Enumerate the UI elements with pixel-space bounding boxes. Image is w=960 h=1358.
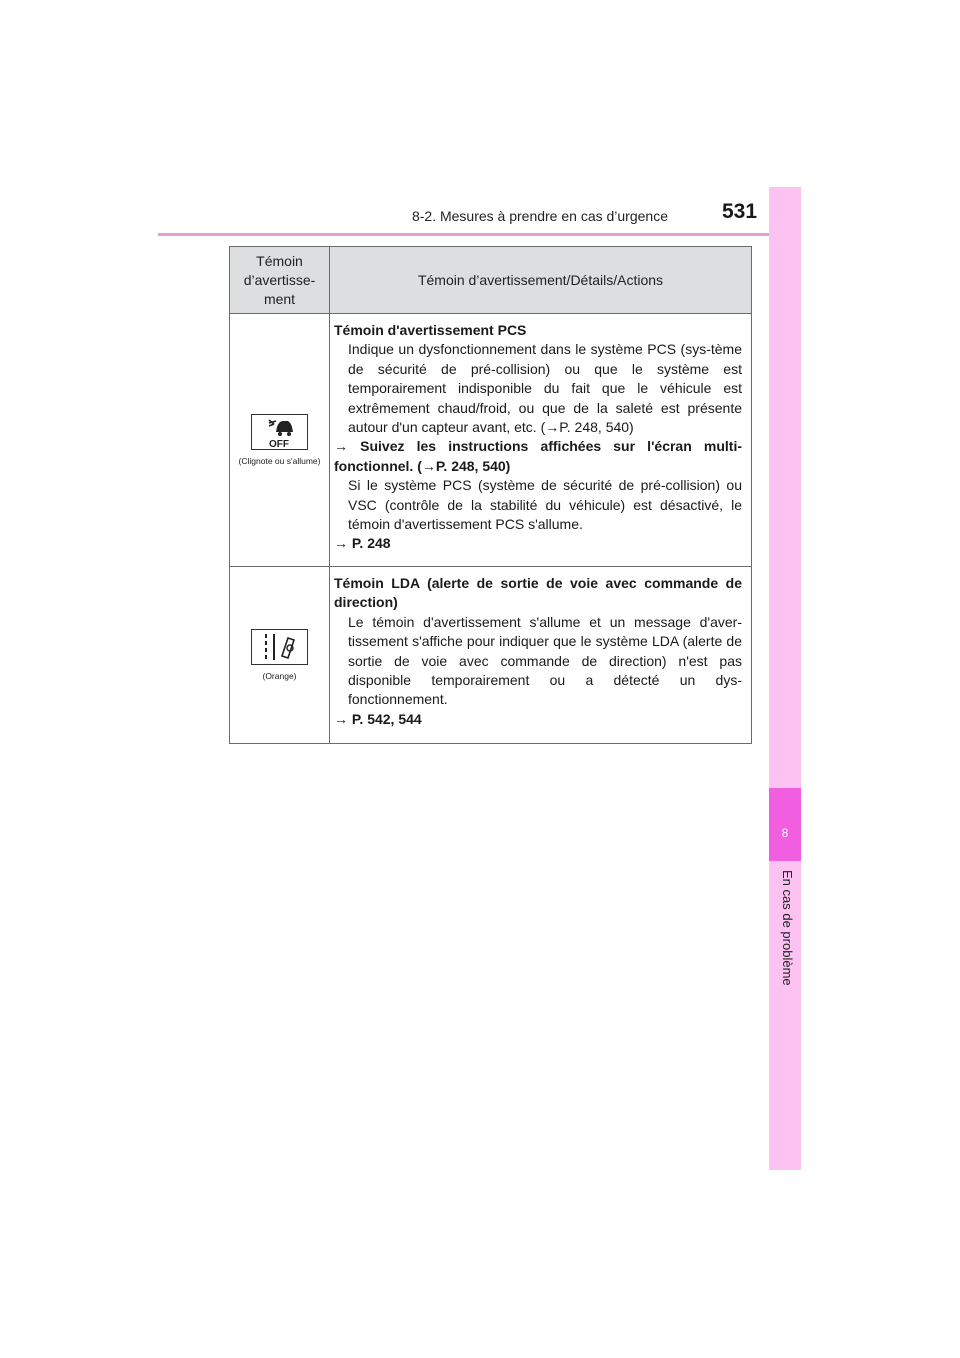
- warning-table: [229, 246, 752, 744]
- chapter-label: En cas de problème: [780, 870, 795, 986]
- warning-action: → P. 542, 544: [334, 710, 422, 727]
- warning-description: Indique un dysfonctionnement dans le système PCS (sys-tème de sécurité de pré-collision) ou que le système est temporairement indisponible du fait que le véhicule est extrêmement chaud/froid, ou que de la saleté est présente autour d'un capteur avant, etc. (→P. 248, 540): [348, 341, 742, 436]
- warning-action-2: → P. 248: [334, 535, 391, 552]
- chapter-side-strip: [769, 187, 801, 1170]
- chapter-number: 8: [781, 826, 789, 840]
- chapter-tab-active[interactable]: [769, 788, 801, 861]
- pcs-icon-off-label: OFF: [269, 439, 289, 449]
- header-divider: [158, 233, 800, 236]
- warning-title: Témoin d'avertissement PCS: [334, 322, 527, 338]
- pcs-warning-icon: [251, 414, 308, 450]
- icon-caption: (Orange): [262, 671, 297, 681]
- page-number: 531: [722, 200, 758, 223]
- icon-caption: (Clignote ou s'allume): [238, 456, 321, 466]
- warning-action: → Suivez les instructions affichées sur l'écran multi-fonctionnel. (→P. 248, 540): [334, 438, 742, 474]
- section-title: 8-2. Mesures à prendre en cas d’urgence: [411, 208, 668, 224]
- warning-title: Témoin LDA (alerte de sortie de voie avec commande de direction): [334, 575, 742, 611]
- table-row: [230, 314, 752, 567]
- warning-description-2: Si le système PCS (système de sécurité de pré-collision) ou VSC (contrôle de la stabilité du véhicule) est désactivé, le témoin d'avertissement PCS s'allume.: [348, 477, 742, 533]
- table-row: [230, 567, 752, 744]
- column-header-details: Témoin d’avertissement/Détails/Actions: [330, 247, 752, 314]
- warning-description: Le témoin d'avertissement s'allume et un message d'aver-tissement s'affiche pour indiquer que le système LDA (alerte de sortie de voie avec commande de direction) n'est pas disponible temporairement ou a détecté un dys-fonctionnement.: [348, 613, 742, 708]
- table-header-row: [230, 247, 752, 314]
- lda-warning-icon: [251, 629, 308, 665]
- column-header-indicator: Témoin d’avertisse-ment: [230, 247, 330, 314]
